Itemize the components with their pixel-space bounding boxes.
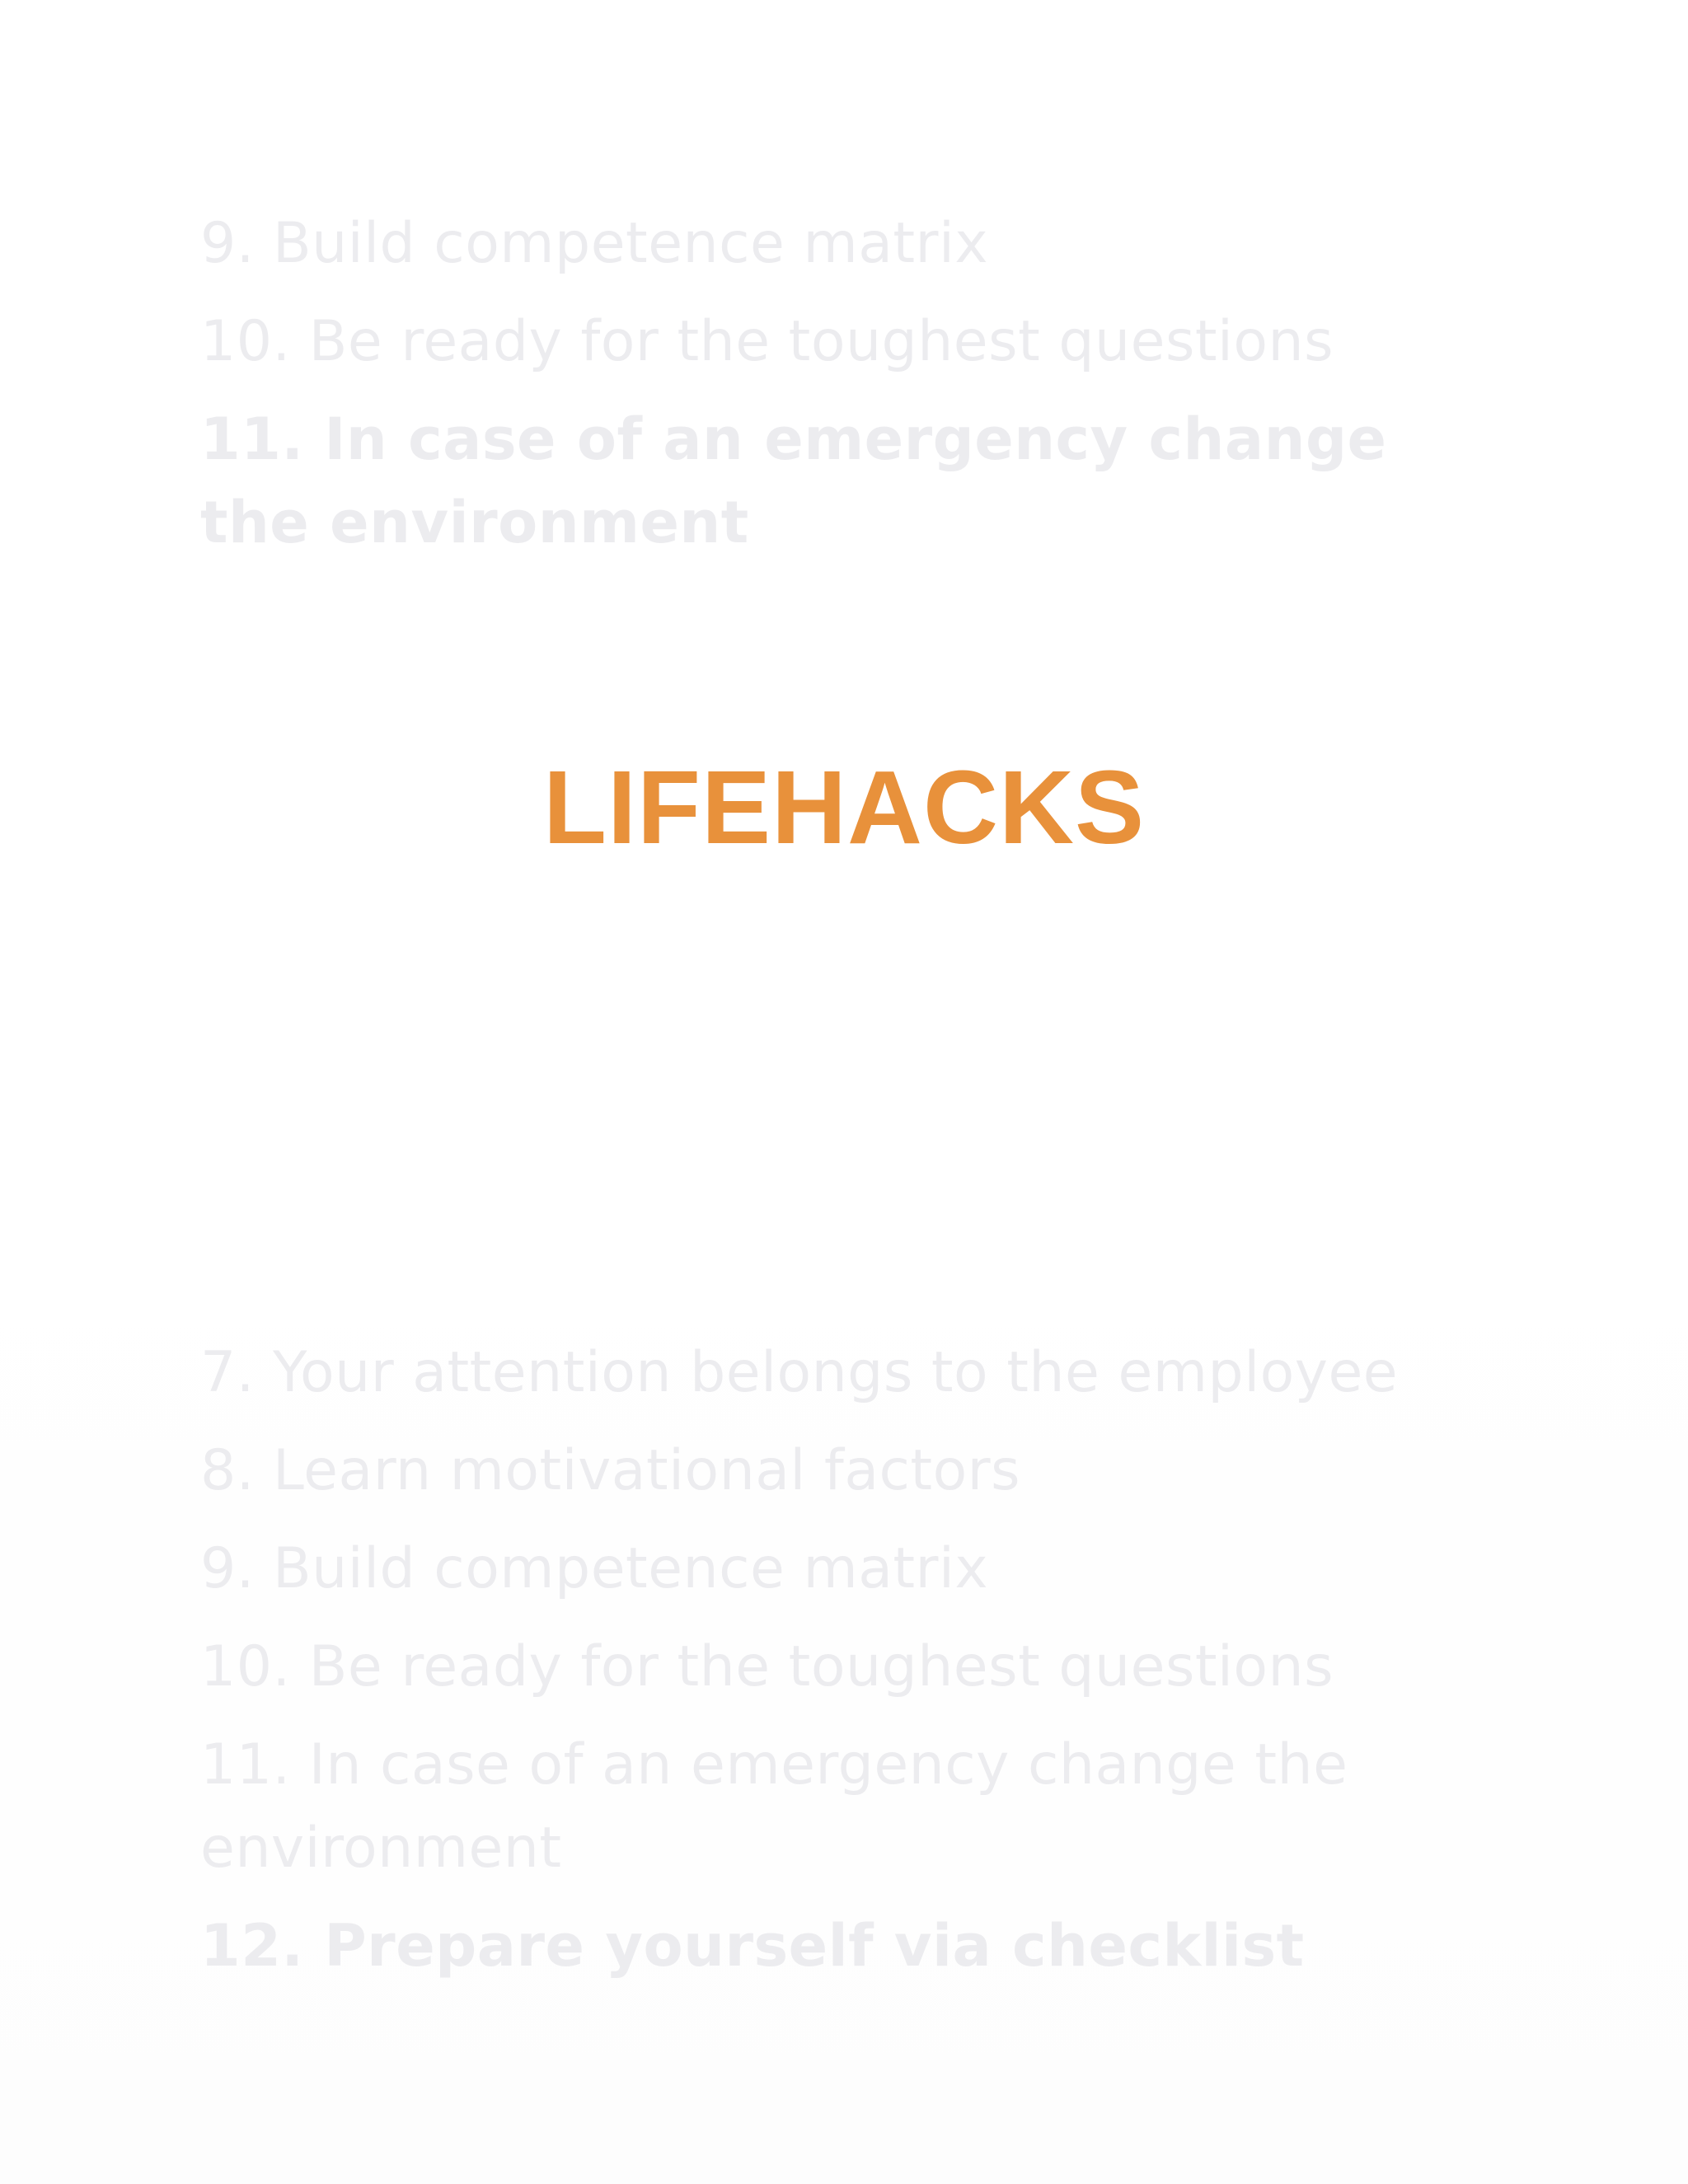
list-item-highlighted: 12. Prepare yourself via checklist [200,1912,1305,1980]
top-checklist [200,202,1486,579]
bottom-checklist [200,1331,1486,2003]
list-item: 9. Build competence matrix [200,211,989,276]
list-item-highlighted: 11. In case of an emergency change the environment [200,405,1387,556]
list-item: 10. Be ready for the toughest questions [200,1634,1334,1699]
list-item: 11. In case of an emergency change the environment [200,1732,1348,1881]
list-item: 8. Learn motivational factors [200,1438,1021,1503]
list-item: 9. Build competence matrix [200,1536,989,1601]
list-item: 10. Be ready for the toughest questions [200,309,1334,374]
page-title: LIFEHACKS [543,749,1145,865]
list-item: 7. Your attention belongs to the employee [200,1340,1399,1405]
